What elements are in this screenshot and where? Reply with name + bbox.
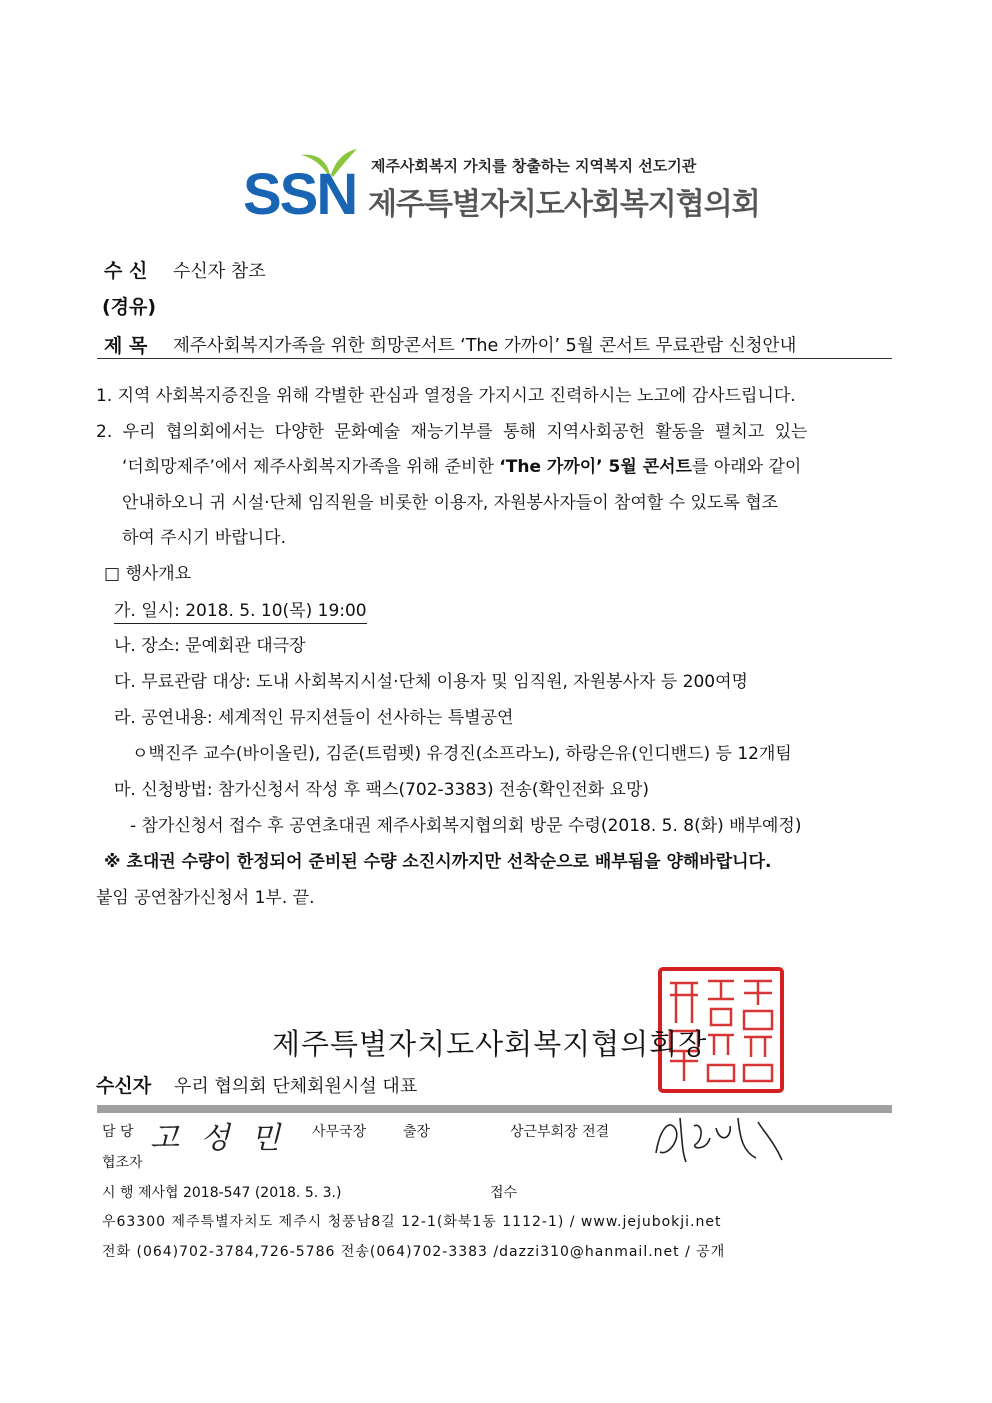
overview-method-note: - 참가신청서 접수 후 공연초대권 제주사회복지협의회 방문 수령(2018. 5. 8(화) 배부예정) — [130, 816, 802, 836]
slogan: 제주사회복지 가치를 창출하는 지역복지 선도기관 — [371, 157, 697, 175]
overview-method: 마. 신청방법: 참가신청서 작성 후 팩스(702-3383) 전송(확인전화 요망) — [114, 780, 650, 800]
logo-text: SSN — [243, 162, 357, 227]
overview-date-wrap — [114, 596, 367, 621]
overview-place: 나. 장소: 문예회관 대극장 — [114, 636, 306, 656]
receipt-label: 접수 — [490, 1185, 518, 1201]
staff-signature: 고 성 민 — [150, 1121, 287, 1156]
manager-label: 사무국장 — [312, 1124, 367, 1140]
staff-label: 담 당 — [102, 1124, 134, 1140]
via-label: (경유) — [102, 296, 157, 318]
exec-line: 시 행 제사협 2018-547 (2018. 5. 3.) — [102, 1185, 342, 1201]
signature-title: 제주특별자치도사회복지협의회장 — [272, 1027, 708, 1061]
subject-label: 제 목 — [104, 335, 148, 357]
paragraph-1: 1. 지역 사회복지증진을 위해 각별한 관심과 열정을 가지시고 진력하시는 노고에 감사드립니다. — [96, 386, 796, 406]
org-name: 제주특별자치도사회복지협의회 — [368, 187, 760, 222]
paragraph-2-line-2 — [122, 452, 801, 477]
overview-content: 라. 공연내용: 세계적인 뮤지션들이 선사하는 특별공연 — [114, 708, 514, 728]
p2-text-c: 를 아래와 같이 — [691, 457, 802, 477]
vp-signature-icon — [646, 1108, 786, 1168]
paragraph-2-line-3: 안내하오니 귀 시설·단체 임직원을 비롯한 이용자, 자원봉사자들이 참여할 수 있도록 협조 — [122, 493, 779, 513]
recipient-value: 수신자 참조 — [173, 261, 266, 282]
overview-performers: ㅇ백진주 교수(바이올린), 김준(트럼펫) 유경진(소프라노), 하랑은유(인디밴드) 등 12개팀 — [132, 744, 792, 764]
recipients-value: 우리 협의회 단체회원시설 대표 — [174, 1076, 418, 1097]
subject-value: 제주사회복지가족을 위한 희망콘서트 ‘The 가까이’ 5월 콘서트 무료관람 신청안내 — [173, 336, 797, 356]
recipients-label: 수신자 — [96, 1075, 152, 1097]
concert-name: ‘The 가까이’ 5월 콘서트 — [499, 457, 692, 477]
p2-text-a: ‘더희망제주’에서 제주사회복지가족을 위해 준비한 — [122, 457, 500, 477]
subject-divider — [97, 358, 892, 359]
overview-date: 가. 일시: 2018. 5. 10(목) 19:00 — [114, 601, 367, 624]
coop-label: 협조자 — [102, 1155, 143, 1171]
paragraph-2-line-4: 하여 주시기 바랍니다. — [122, 528, 287, 548]
paragraph-2-line-1: 2. 우리 협의회에서는 다양한 문화예술 재능기부를 통해 지역사회공헌 활동을 펼치고 있는 — [96, 422, 808, 442]
header-logo — [243, 145, 763, 225]
overview-heading: □ 행사개요 — [104, 564, 192, 584]
recipient-label: 수 신 — [104, 260, 148, 282]
notice: ※ 초대권 수량이 한정되어 준비된 수량 소진시까지만 선착순으로 배부됨을 양해바랍니다. — [104, 852, 772, 872]
manager-status: 출장 — [403, 1124, 431, 1140]
address-line: 우63300 제주특별자치도 제주시 청풍남8길 12-1(화북1동 1112-1) / www.jejubokji.net — [102, 1214, 722, 1230]
attachment: 붙임 공연참가신청서 1부. 끝. — [96, 888, 315, 908]
overview-audience: 다. 무료관람 대상: 도내 사회복지시설·단체 이용자 및 임직원, 자원봉사자 등 200여명 — [114, 672, 748, 692]
vp-approval: 상근부회장 전결 — [510, 1124, 610, 1140]
contact-line: 전화 (064)702-3784,726-5786 전송(064)702-3383 /dazzi310@hanmail.net / 공개 — [102, 1244, 726, 1260]
